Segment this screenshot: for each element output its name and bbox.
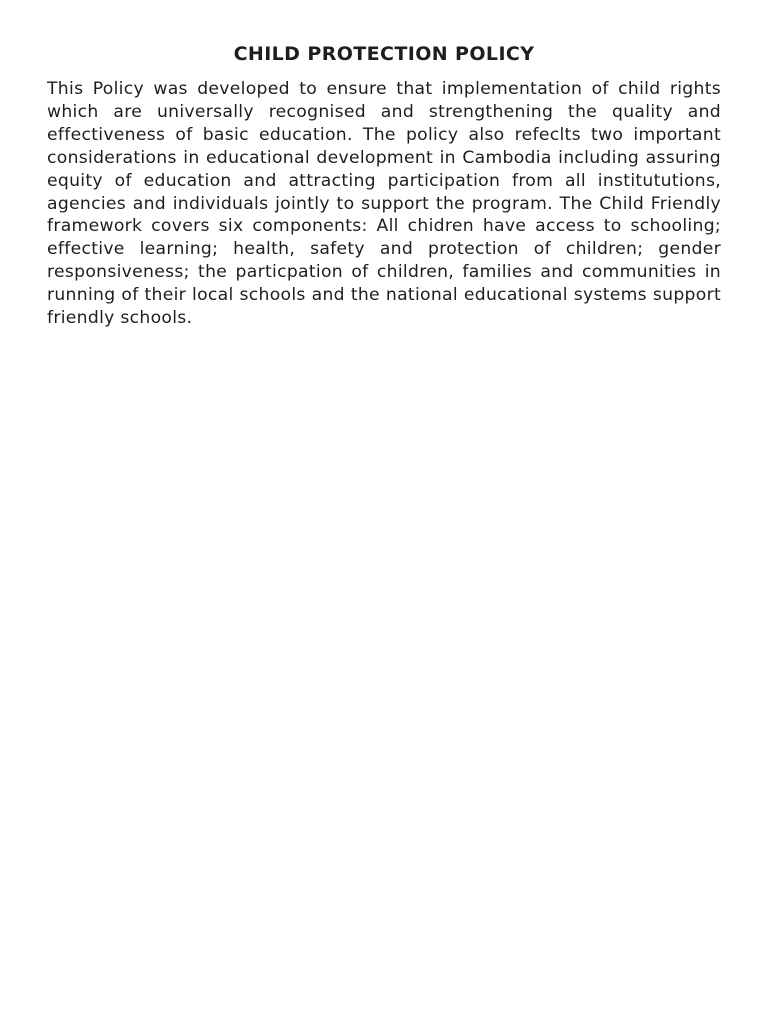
document-title: CHILD PROTECTION POLICY: [233, 43, 535, 65]
policy-paragraph: This Policy was developed to ensure that implementation of child rights which are universally recognised and strengthening the quality and effectiveness of basic education. The policy also refeclts two important considerations in educational development in Cambodia including assuring equity of education and attracting participation from all institututions, agencies and individuals jointly to support the program. The Child Friendly framework covers six components: All chidren have access to schooling; effective learning; health, safety and protection of children; gender responsiveness; the particpation of children, families and communities in running of their local schools and the national educational systems support friendly schools.: [47, 79, 721, 329]
